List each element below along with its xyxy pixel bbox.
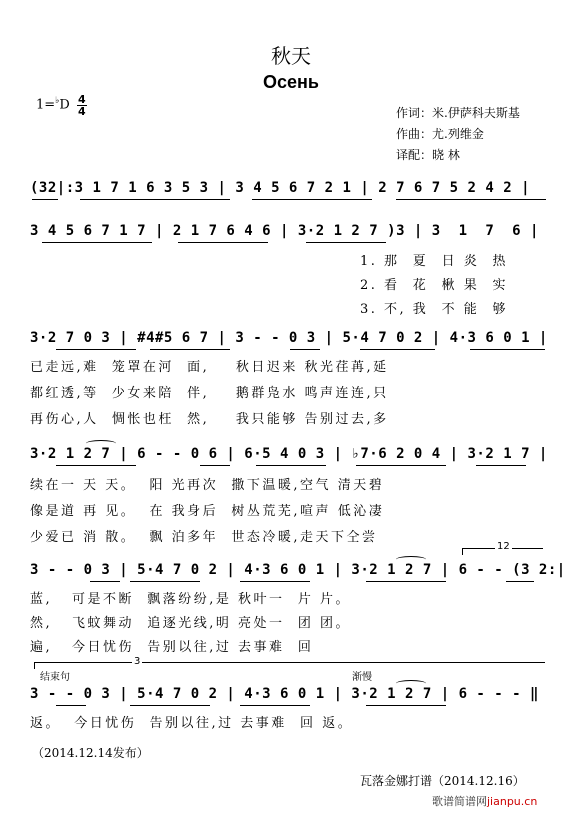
song-title-russian: Осень <box>263 72 319 92</box>
watermark-url: jianpu.cn <box>487 795 538 808</box>
verse-1-line-3: 蓝, 可是不断 飘落纷纷,是 秋叶一 片 片。 <box>30 592 351 607</box>
beam <box>396 199 546 200</box>
notation-row-1: (32|:3 1 7 1 6 3 5 3 | 3 4 5 6 7 2 1 | 2 7 6 7 5 2 4 2 | <box>30 180 531 196</box>
ending-lyrics: 返。 今日忧伤 告别以往,过 去事难 回 返。 <box>30 716 354 731</box>
verse-1-line-2: 续在一 天 天。 阳 光再次 撒下温暖,空气 清天碧 <box>30 478 385 493</box>
typist-credit: 瓦落金娜打谱（2014.12.16） <box>360 774 525 788</box>
beam <box>252 199 372 200</box>
meter-bottom: 4 <box>78 105 86 118</box>
beam <box>366 705 446 706</box>
ending-bracket <box>34 662 545 669</box>
credits-block <box>396 103 520 166</box>
ending-triplet-number: 3 <box>134 656 141 667</box>
beam <box>130 581 200 582</box>
notation-row-5: 3 - - 0 3 | 5·4 7 0 2 | 4·3 6 0 1 | 3·2 1 2 7 | 6 - - (3 2:| <box>30 562 566 578</box>
ending-label: 结束句 <box>40 672 70 683</box>
lyricist-credit: 作词：米.伊萨科夫斯基 <box>396 106 520 120</box>
beam <box>130 705 210 706</box>
beam <box>200 465 230 466</box>
slur <box>86 440 116 447</box>
beam <box>306 242 386 243</box>
slur <box>396 680 426 687</box>
verse-2-line-2: 像是道 再 见。 在 我身后 树丛荒芜,喧声 低沁凄 <box>30 504 385 519</box>
beam <box>56 349 136 350</box>
beam <box>240 705 310 706</box>
notation-row-2: 3 4 5 6 7 1 7 | 2 1 7 6 4 6 | 3·2 1 2 7 )3 | 3 1 7 6 | <box>30 223 539 239</box>
notation-row-6: 3 - - 0 3 | 5·4 7 0 2 | 4·3 6 0 1 | 3·2 1 2 7 | 6 - - - ‖ <box>30 686 539 702</box>
beam <box>42 242 152 243</box>
beam <box>360 349 435 350</box>
watermark <box>432 793 537 809</box>
beam <box>290 349 320 350</box>
verse-3-line-1: 再伤心,人 惆怅也枉 然, 我只能够 告别过去,多 <box>30 412 389 427</box>
beam <box>470 349 545 350</box>
beam <box>240 581 310 582</box>
verse-3-intro: 3. 不, 我 不 能 够 <box>360 302 508 317</box>
beam <box>90 581 120 582</box>
beam <box>56 465 136 466</box>
verse-1-intro: 1. 那 夏 日 炎 热 <box>360 254 508 269</box>
notation-row-3: 3·2 7 0 3 | #4#5 6 7 | 3 - - 0 3 | 5·4 7 0 2 | 4·3 6 0 1 | <box>30 330 548 346</box>
beam <box>178 242 268 243</box>
verse-2-line-1: 都红透,等 少女来陪 伴, 鹅群凫水 鸣声连连,只 <box>30 386 389 401</box>
key-prefix: 1= <box>36 97 56 113</box>
verse-3-line-3: 遍, 今日忧伤 告别以往,过 去事难 回 <box>30 640 314 655</box>
volta-label: 12 <box>497 541 510 552</box>
key-signature <box>36 96 70 112</box>
beam <box>366 581 446 582</box>
song-title-chinese: 秋天 <box>271 44 311 68</box>
composer-credit: 作曲：尤.列维金 <box>396 127 484 141</box>
notation-row-4: 3·2 1 2 7 | 6 - - 0 6 | 6·5 4 0 3 | ♭7·6 2 0 4 | 3·2 1 7 | <box>30 446 548 462</box>
key-note: D <box>59 97 70 113</box>
slur <box>396 556 426 563</box>
verse-2-line-3: 然, 飞蚊舞动 追逐光线,明 亮处一 团 团。 <box>30 616 351 631</box>
flat-sign: ♭ <box>55 96 60 106</box>
beam <box>256 465 326 466</box>
beam <box>506 581 534 582</box>
verse-3-line-2: 少爱已 消 散。 飘 泊多年 世态冷暖,走天下仝尝 <box>30 530 378 545</box>
beam <box>56 705 86 706</box>
watermark-text: 歌谱简谱网 <box>432 795 487 808</box>
beam <box>476 465 526 466</box>
beam <box>356 465 446 466</box>
beam <box>150 349 230 350</box>
beam <box>32 199 58 200</box>
time-signature <box>77 94 87 117</box>
translator-credit: 译配：晓 林 <box>396 148 460 162</box>
tempo-marking-slow: 渐慢 <box>352 672 372 683</box>
verse-2-intro: 2. 看 花 楸 果 实 <box>360 278 508 293</box>
publish-date: （2014.12.14发布） <box>32 746 149 760</box>
meter-top: 4 <box>78 93 86 106</box>
verse-1-line-1: 已走远,难 笼罩在河 面, 秋日迟来 秋光荏苒,延 <box>30 360 389 375</box>
beam <box>80 199 230 200</box>
